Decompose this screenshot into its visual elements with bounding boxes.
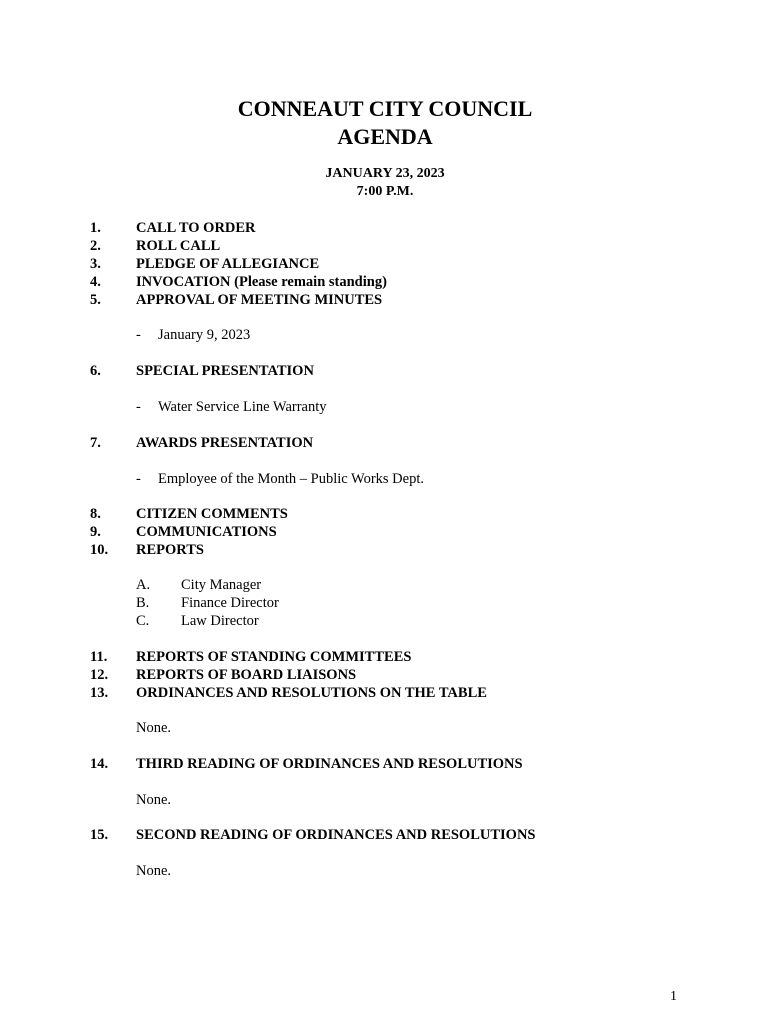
none-text: None. (136, 720, 172, 736)
item-heading: REPORTS (136, 542, 204, 558)
item-heading: CALL TO ORDER (136, 220, 256, 236)
report-text: City Manager (181, 577, 262, 593)
bullet-text: January 9, 2023 (158, 327, 251, 343)
item-heading: INVOCATION (Please remain standing) (136, 274, 387, 290)
report-text: Finance Director (181, 595, 279, 611)
item-number: 13. (90, 685, 109, 701)
item-number: 4. (90, 274, 101, 290)
item-number: 7. (90, 435, 101, 451)
none-text: None. (136, 792, 172, 808)
meeting-time: 7:00 P.M. (356, 184, 414, 199)
none-text: None. (136, 863, 172, 879)
report-text: Law Director (181, 613, 259, 629)
item-number: 1. (90, 220, 101, 236)
item-number: 2. (90, 238, 101, 254)
report-letter: B. (136, 595, 150, 611)
bullet-text: Employee of the Month – Public Works Dept. (158, 471, 424, 487)
item-number: 8. (90, 506, 101, 522)
bullet-text: Water Service Line Warranty (158, 399, 327, 415)
item-heading: REPORTS OF BOARD LIAISONS (136, 667, 357, 683)
item-number: 5. (90, 292, 101, 308)
item-heading: SPECIAL PRESENTATION (136, 363, 314, 379)
report-letter: C. (136, 613, 150, 629)
item-number: 10. (90, 542, 109, 558)
item-heading: AWARDS PRESENTATION (136, 435, 314, 451)
item-heading: REPORTS OF STANDING COMMITTEES (136, 649, 412, 665)
meeting-date: JANUARY 23, 2023 (325, 166, 445, 181)
item-heading: ORDINANCES AND RESOLUTIONS ON THE TABLE (136, 685, 487, 701)
item-number: 3. (90, 256, 101, 272)
item-heading: SECOND READING OF ORDINANCES AND RESOLUTIONS (136, 827, 536, 843)
bullet-dash: - (136, 327, 141, 343)
item-number: 11. (90, 649, 108, 665)
item-heading: APPROVAL OF MEETING MINUTES (136, 292, 383, 308)
item-number: 15. (90, 827, 109, 843)
item-heading: ROLL CALL (136, 238, 221, 254)
bullet-dash: - (136, 471, 141, 487)
item-heading: CITIZEN COMMENTS (136, 506, 288, 522)
item-number: 12. (90, 667, 109, 683)
item-heading: COMMUNICATIONS (136, 524, 277, 540)
item-heading: PLEDGE OF ALLEGIANCE (136, 256, 320, 272)
agenda-title: AGENDA (337, 124, 433, 149)
item-heading: THIRD READING OF ORDINANCES AND RESOLUTIONS (136, 756, 523, 772)
report-letter: A. (136, 577, 151, 593)
item-number: 9. (90, 524, 101, 540)
council-title: CONNEAUT CITY COUNCIL (237, 96, 533, 121)
bullet-dash: - (136, 399, 141, 415)
item-number: 6. (90, 363, 101, 379)
page-number: 1 (670, 989, 677, 1004)
item-number: 14. (90, 756, 109, 772)
